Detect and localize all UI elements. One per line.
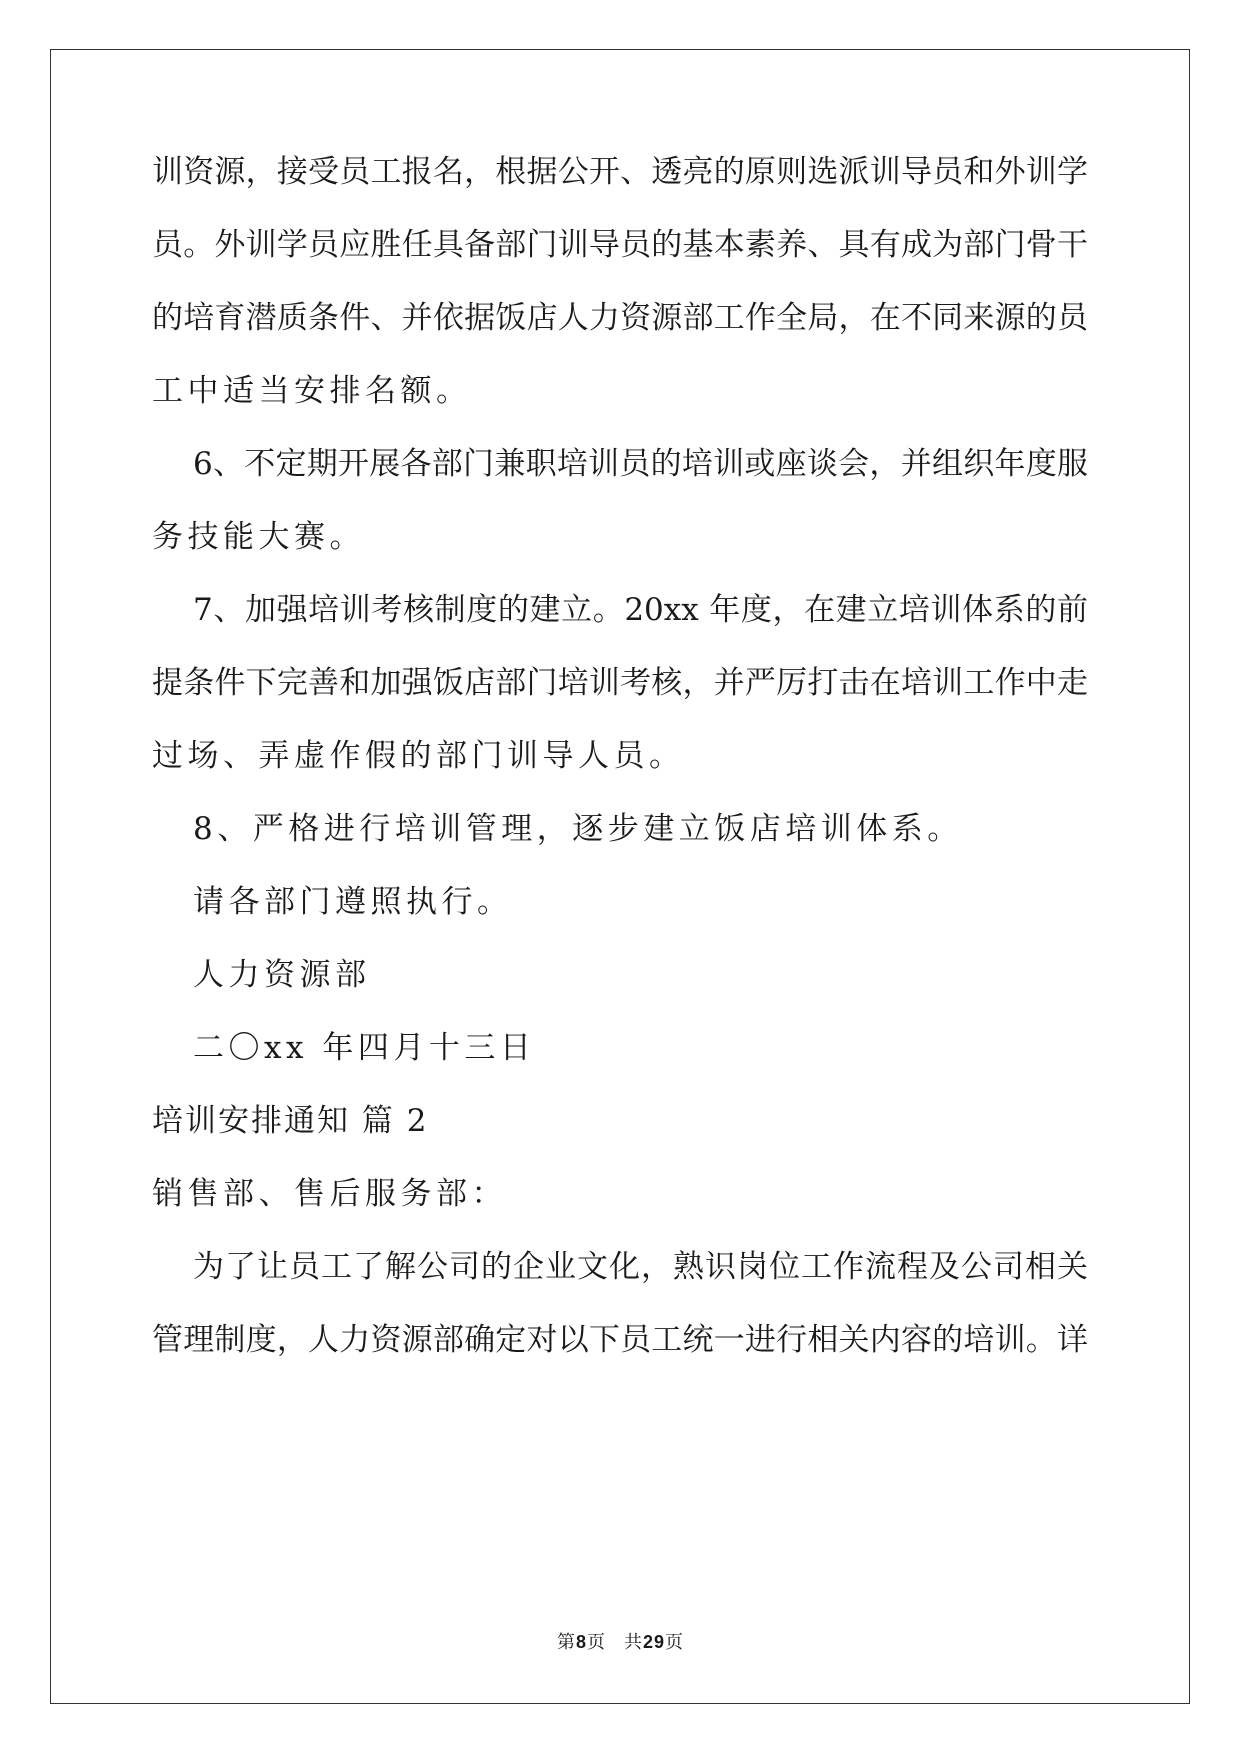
body-text-line: 的培育潜质条件、并依据饭店人力资源部工作全局，在不同来源的员	[152, 300, 1088, 336]
body-text-line: 管理制度，人力资源部确定对以下员工统一进行相关内容的培训。详	[152, 1322, 1088, 1358]
body-text-line: 提条件下完善和加强饭店部门培训考核，并严厉打击在培训工作中走	[152, 665, 1088, 701]
body-text-line: 8、严格进行培训管理，逐步建立饭店培训体系。	[193, 811, 963, 847]
body-text-line: 训资源，接受员工报名，根据公开、透亮的原则选派训导员和外训学	[152, 154, 1088, 190]
recipient-line: 销售部、售后服务部：	[152, 1176, 507, 1212]
footer-total-unit: 页	[665, 1632, 685, 1653]
footer-total-pages: 29	[642, 1632, 666, 1652]
body-text-line: 为了让员工了解公司的企业文化，熟识岗位工作流程及公司相关	[193, 1249, 1088, 1285]
footer-prefix: 第	[556, 1632, 576, 1653]
closing-instruction: 请各部门遵照执行。	[193, 884, 513, 920]
body-text-line: 过场、弄虚作假的部门训导人员。	[152, 738, 685, 774]
body-text-line: 务技能大赛。	[152, 519, 365, 555]
body-text-line: 员。外训学员应胜任具备部门训导员的基本素养、具有成为部门骨干	[152, 227, 1088, 263]
signature-date: 二〇xx 年四月十三日	[193, 1030, 536, 1066]
page-footer	[0, 1630, 1241, 1655]
body-text-line: 工中适当安排名额。	[152, 373, 472, 409]
footer-page-unit: 页	[586, 1632, 606, 1653]
signature-department: 人力资源部	[193, 957, 371, 993]
footer-page-number: 8	[575, 1632, 587, 1652]
body-text-line: 7、加强培训考核制度的建立。20xx 年度，在建立培训体系的前	[193, 592, 1088, 628]
body-text-line: 6、不定期开展各部门兼职培训员的培训或座谈会，并组织年度服	[193, 446, 1088, 482]
footer-total-prefix: 共	[623, 1632, 643, 1653]
section-heading: 培训安排通知 篇 2	[152, 1103, 429, 1139]
